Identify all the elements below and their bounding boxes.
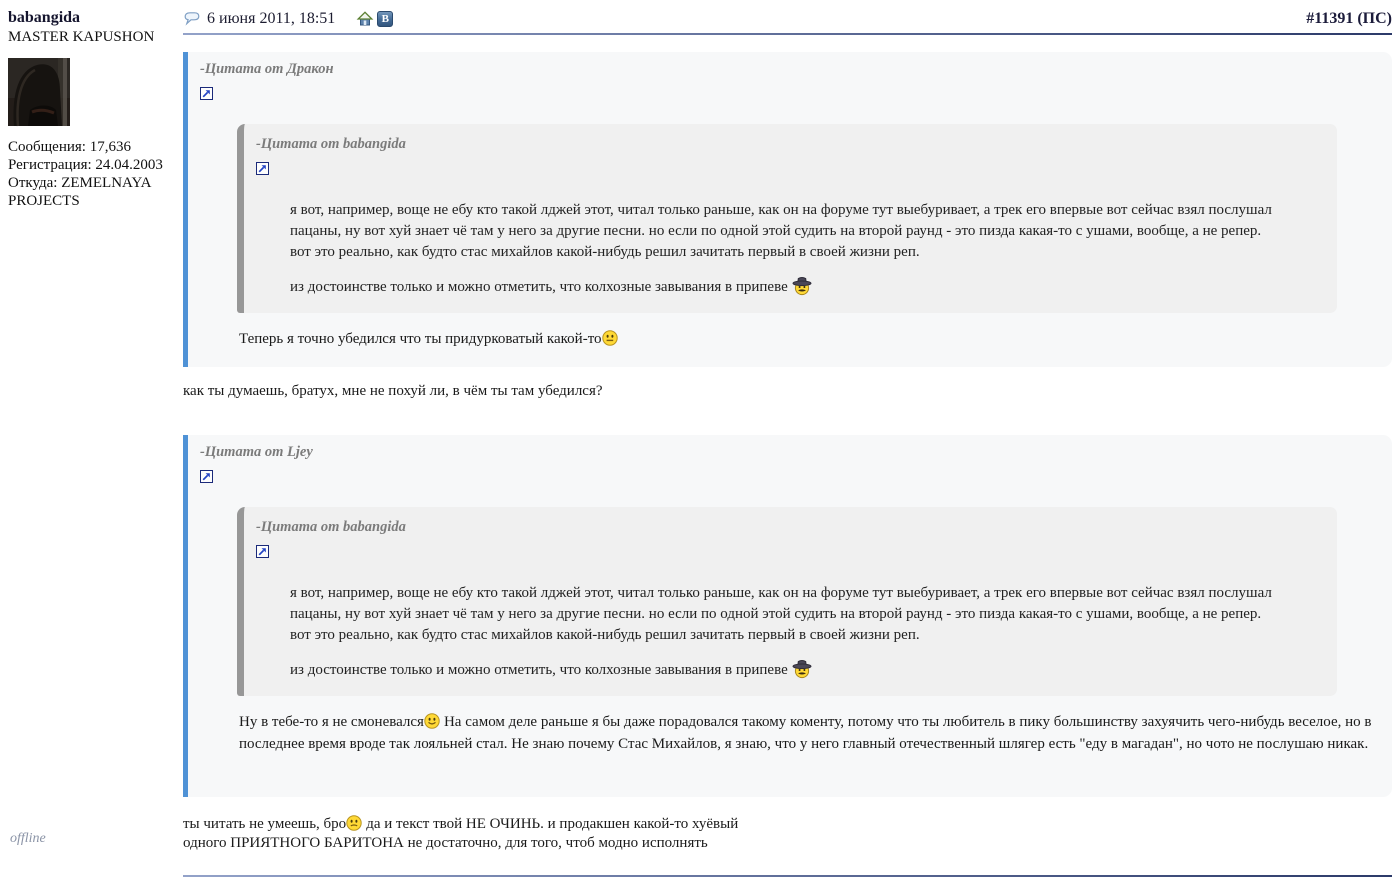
status-offline: offline (10, 831, 46, 846)
smile-smiley-icon (424, 713, 440, 729)
neutral-smiley-icon (602, 330, 618, 346)
post-text: как ты думаешь, братух, мне не похуй ли, в чём ты там убедился? (183, 383, 603, 399)
quote-reply-text: Теперь я точно убедился что ты придурковатый какой-то (239, 328, 1372, 350)
vk-icon[interactable] (377, 11, 393, 27)
quote-reply-text: Ну в тебе-то я не смоневался На самом деле раньше я бы даже порадовался такому коменту, потому что ты любитель в пику большинству захуячить чего-нибудь веселое, но в последнее время вроде так лояльней стал. Не знаю почему Стас Михайлов, я знаю, что у него главный отечественный шлягер есть "еду в магадан", но чото не послушаю никак. (239, 714, 1372, 752)
user-title: MASTER KAPUSHON (8, 29, 155, 45)
quoted-line: пацаны, ну вот хуй знает чё там у него за другие песни. но если по одной этой судить на второй раунд - это пизда какая-то с ушами, вообще, а не репер. (290, 223, 1262, 239)
stat-posts: Сообщения: 17,636 (8, 139, 131, 155)
quote-source-label: -Цитата от babangida (256, 519, 406, 535)
stat-location: Откуда: ZEMELNAYA PROJECTS (8, 175, 151, 209)
quote-source-label: -Цитата от Дракон (200, 61, 334, 77)
quoted-line: из достоинстве только и можно отметить, что колхозные завывания в припеве (290, 662, 788, 678)
goto-post-icon[interactable] (256, 545, 269, 558)
quote-block-babangida-inner (237, 507, 1337, 696)
quote-block-drakon (183, 52, 1392, 367)
quote-block-ljey (183, 435, 1392, 797)
quoted-line: я вот, например, воще не ебу кто такой лджей этот, читал только раньше, как он на форуме тут выебуривает, а трек его впервые вот сейчас взял послушал (290, 202, 1272, 218)
post-date: 6 июня 2011, 18:51 (207, 9, 336, 27)
post-permalink[interactable]: #11391 (ПС) (1306, 9, 1392, 27)
post-closing-text (183, 815, 1392, 853)
vk-badge-letter[interactable]: B (377, 11, 393, 27)
quoted-line: вот это реально, как будто стас михайлов какой-нибудь решил зачитать первый в своей жизни реп. (290, 244, 920, 260)
cowboy-smiley-icon (791, 658, 813, 679)
wry-smiley-icon (346, 815, 362, 831)
home-icon[interactable] (357, 11, 373, 27)
quoted-line: я вот, например, воще не ебу кто такой лджей этот, читал только раньше, как он на форуме тут выебуривает, а трек его впервые вот сейчас взял послушал (290, 585, 1272, 601)
user-sidebar (8, 8, 180, 210)
stat-registered: Регистрация: 24.04.2003 (8, 157, 163, 173)
post-body (183, 8, 1392, 877)
closing-line: ты читать не умеешь, бро да и текст твой НЕ ОЧИНЬ. и продакшен какой-то хуёвый (183, 816, 739, 832)
goto-post-icon[interactable] (200, 87, 213, 100)
quoted-text (290, 583, 1319, 681)
quoted-text (290, 200, 1319, 298)
cowboy-smiley-icon (791, 275, 813, 296)
quote-block-babangida-inner (237, 124, 1337, 313)
avatar[interactable] (8, 58, 70, 126)
closing-line: одного ПРИЯТНОГО БАРИТОНА не достаточно, для того, чтоб модно исполнять (183, 835, 708, 851)
quote-source-label: -Цитата от babangida (256, 136, 406, 152)
quote-source-label: -Цитата от Ljey (200, 444, 313, 460)
quoted-line: из достоинстве только и можно отметить, что колхозные завывания в припеве (290, 279, 788, 295)
header-divider (183, 33, 1392, 35)
quoted-line: пацаны, ну вот хуй знает чё там у него за другие песни. но если по одной этой судить на второй раунд - это пизда какая-то с ушами, вообще, а не репер. (290, 606, 1262, 622)
quoted-line: вот это реально, как будто стас михайлов какой-нибудь решил зачитать первый в своей жизни реп. (290, 627, 920, 643)
post-type-icon (183, 11, 201, 27)
goto-post-icon[interactable] (256, 162, 269, 175)
goto-post-icon[interactable] (200, 470, 213, 483)
username-link[interactable]: babangida (8, 9, 81, 26)
post-header (183, 8, 1392, 29)
user-stats (8, 138, 180, 210)
